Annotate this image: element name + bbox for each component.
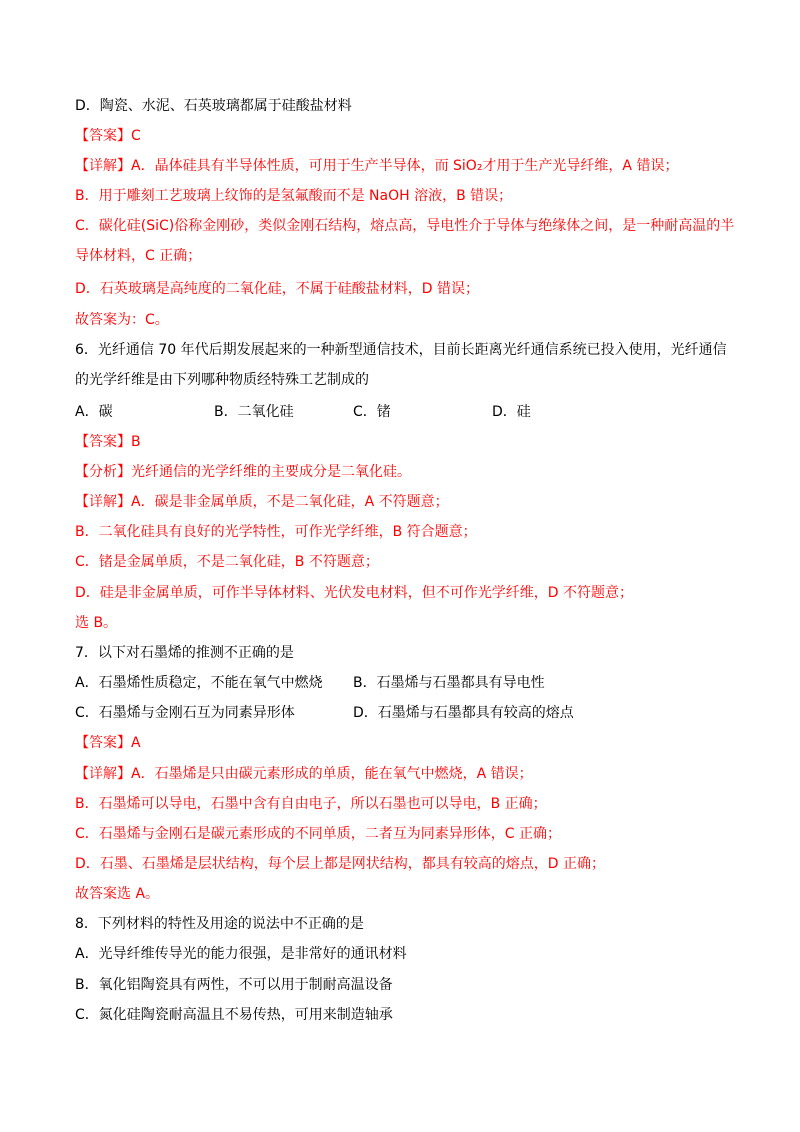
q7-conclusion: 故答案选 A。 xyxy=(75,886,160,902)
q5-conclusion: 故答案为：C。 xyxy=(75,312,169,328)
q7-option-b: B．石墨烯与石墨都具有导电性 xyxy=(353,675,545,691)
q6-option-b: B．二氧化硅 xyxy=(214,404,294,420)
q6-answer: 【答案】B xyxy=(75,434,141,450)
q7-detail-b: B．石墨烯可以导电，石墨中含有自由电子，所以石墨也可以导电，B 正确； xyxy=(75,796,547,812)
q7-detail-d: D．石墨、石墨烯是层状结构，每个层上都是网状结构，都具有较高的熔点，D 正确； xyxy=(75,856,606,872)
q5-detail-a: 【详解】A．晶体硅具有半导体性质，可用于生产半导体，而 SiO₂才用于生产光导纤维，A 错误； xyxy=(75,158,679,174)
q5-detail-b: B．用于雕刻工艺玻璃上纹饰的是氢氟酸而不是 NaOH 溶液，B 错误； xyxy=(75,188,513,204)
q6-detail-c: C．锗是金属单质，不是二氧化硅，B 不符题意； xyxy=(75,554,379,570)
q5-detail-c-line2: 导体材料，C 正确； xyxy=(75,248,202,264)
q7-option-d: D．石墨烯与石墨都具有较高的熔点 xyxy=(353,705,574,721)
q5-option-d: D．陶瓷、水泥、石英玻璃都属于硅酸盐材料 xyxy=(75,98,352,114)
q7-stem: 7．以下对石墨烯的推测不正确的是 xyxy=(75,645,294,661)
q7-detail-a: 【详解】A．石墨烯是只由碳元素形成的单质，能在氧气中燃烧，A 错误； xyxy=(75,766,533,782)
q6-detail-a: 【详解】A．碳是非金属单质，不是二氧化硅，A 不符题意； xyxy=(75,494,449,510)
q6-option-d: D．硅 xyxy=(492,404,531,420)
q8-option-b: B．氧化铝陶瓷具有两性，不可以用于制耐高温设备 xyxy=(75,977,393,993)
q8-stem: 8．下列材料的特性及用途的说法中不正确的是 xyxy=(75,916,364,932)
q6-analysis: 【分析】光纤通信的光学纤维的主要成分是二氧化硅。 xyxy=(75,464,411,480)
q6-detail-d: D．硅是非金属单质，可作半导体材料、光伏发电材料，但不可作光学纤维，D 不符题意； xyxy=(75,585,634,601)
q7-answer: 【答案】A xyxy=(75,735,141,751)
q6-conclusion: 选 B。 xyxy=(75,615,118,631)
q8-option-a: A．光导纤维传导光的能力很强，是非常好的通讯材料 xyxy=(75,946,407,962)
q6-option-c: C．锗 xyxy=(353,404,391,420)
q6-stem-line1: 6．光纤通信 70 年代后期发展起来的一种新型通信技术，目前长距离光纤通信系统已投入使用，光纤通信 xyxy=(75,342,727,358)
q5-answer: 【答案】C xyxy=(75,128,141,144)
q7-option-a: A．石墨烯性质稳定，不能在氧气中燃烧 xyxy=(75,675,323,691)
q8-option-c: C．氮化硅陶瓷耐高温且不易传热，可用来制造轴承 xyxy=(75,1007,393,1023)
q5-detail-d: D．石英玻璃是高纯度的二氧化硅，不属于硅酸盐材料，D 错误； xyxy=(75,281,480,297)
q6-detail-b: B．二氧化硅具有良好的光学特性，可作光学纤维，B 符合题意； xyxy=(75,524,477,540)
q5-detail-c-line1: C．碳化硅(SiC)俗称金刚砂，类似金刚石结构，熔点高，导电性介于导体与绝缘体之间，是一种耐高温的半 xyxy=(75,218,735,234)
q6-option-a: A．碳 xyxy=(75,404,113,420)
q7-option-c: C．石墨烯与金刚石互为同素异形体 xyxy=(75,705,295,721)
q6-stem-line2: 的光学纤维是由下列哪种物质经特殊工艺制成的 xyxy=(75,372,369,388)
q7-detail-c: C．石墨烯与金刚石是碳元素形成的不同单质，二者互为同素异形体，C 正确； xyxy=(75,826,561,842)
